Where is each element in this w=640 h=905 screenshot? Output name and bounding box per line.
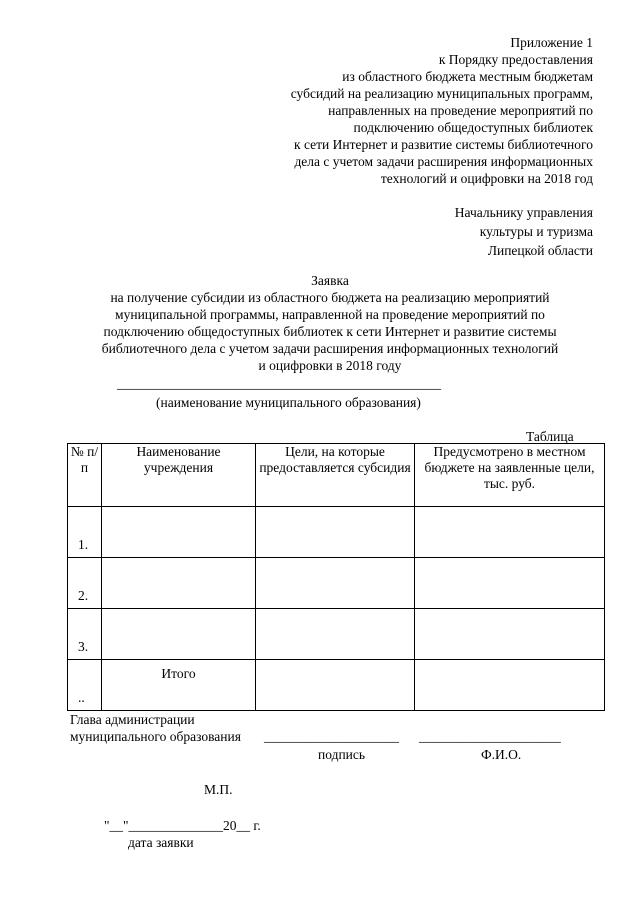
appendix-line: направленных на проведение мероприятий по [328, 103, 593, 118]
cell-institution-name[interactable] [102, 507, 256, 558]
appendix-block [291, 34, 593, 187]
municipality-caption: (наименование муниципального образования) [156, 395, 421, 410]
signature-blank[interactable]: ____________________ [264, 729, 399, 744]
title-line: муниципальной программы, направленной на проведение мероприятий по [115, 307, 545, 322]
fio-blank[interactable]: _____________________ [419, 729, 561, 744]
cell-local-budget[interactable] [415, 558, 605, 609]
total-row-number: .. [68, 660, 102, 711]
fio-caption: Ф.И.О. [481, 747, 522, 762]
row-number: 1. [68, 507, 102, 558]
table-label: Таблица [526, 429, 574, 444]
appendix-line: подключению общедоступных библиотек [353, 120, 593, 135]
title-heading: Заявка [311, 273, 349, 288]
appendix-line: субсидий на реализацию муниципальных программ, [290, 86, 593, 101]
title-line: на получение субсидии из областного бюджета на реализацию мероприятий [110, 290, 550, 305]
cell-total-purpose[interactable] [256, 660, 415, 711]
date-caption: дата заявки [128, 835, 194, 850]
addressee-line: Липецкой области [487, 243, 593, 258]
row-number: 3. [68, 609, 102, 660]
cell-local-budget[interactable] [415, 609, 605, 660]
table-header-row [68, 444, 605, 507]
header-local-budget: Предусмотрено в местном бюджете на заявленные цели, тыс. руб. [415, 444, 605, 507]
cell-institution-name[interactable] [102, 609, 256, 660]
header-number: № п/п [68, 444, 102, 507]
cell-purpose[interactable] [256, 609, 415, 660]
date-blank[interactable]: "__"______________20__ г. [104, 818, 261, 833]
document-title [60, 272, 600, 374]
cell-total-budget[interactable] [415, 660, 605, 711]
table-total-row [68, 660, 605, 711]
row-number: 2. [68, 558, 102, 609]
addressee-line: Начальнику управления [454, 205, 593, 220]
cell-purpose[interactable] [256, 558, 415, 609]
table-row [68, 609, 605, 660]
addressee-line: культуры и туризма [479, 224, 593, 239]
signature-caption: подпись [318, 747, 366, 762]
cell-purpose[interactable] [256, 507, 415, 558]
municipality-blank[interactable]: ________________________________________________ [117, 376, 441, 391]
appendix-line: к сети Интернет и развитие системы библиотечного [294, 137, 593, 152]
signature-municipality-label: муниципального образования [70, 729, 241, 744]
header-purpose: Цели, на которые предоставляется субсидия [256, 444, 415, 507]
signature-title: Глава администрации [70, 712, 195, 727]
cell-institution-name[interactable] [102, 558, 256, 609]
title-line: подключению общедоступных библиотек к сети Интернет и развитие системы [103, 324, 557, 339]
addressee-block [455, 203, 593, 260]
table-row [68, 558, 605, 609]
stamp-label: М.П. [204, 782, 233, 797]
appendix-line: дела с учетом задачи расширения информационных [294, 154, 593, 169]
table-row [68, 507, 605, 558]
total-label: Итого [102, 660, 256, 711]
appendix-line: Приложение 1 [510, 35, 593, 50]
title-line: и оцифровки в 2018 году [258, 358, 402, 373]
appendix-line: технологий и оцифровки на 2018 год [380, 171, 593, 186]
header-institution-name: Наименование учреждения [102, 444, 256, 507]
subsidy-table [67, 443, 605, 711]
appendix-line: к Порядку предоставления [438, 52, 593, 67]
title-line: библиотечного дела с учетом задачи расширения информационных технологий [101, 341, 559, 356]
cell-local-budget[interactable] [415, 507, 605, 558]
appendix-line: из областного бюджета местным бюджетам [342, 69, 593, 84]
